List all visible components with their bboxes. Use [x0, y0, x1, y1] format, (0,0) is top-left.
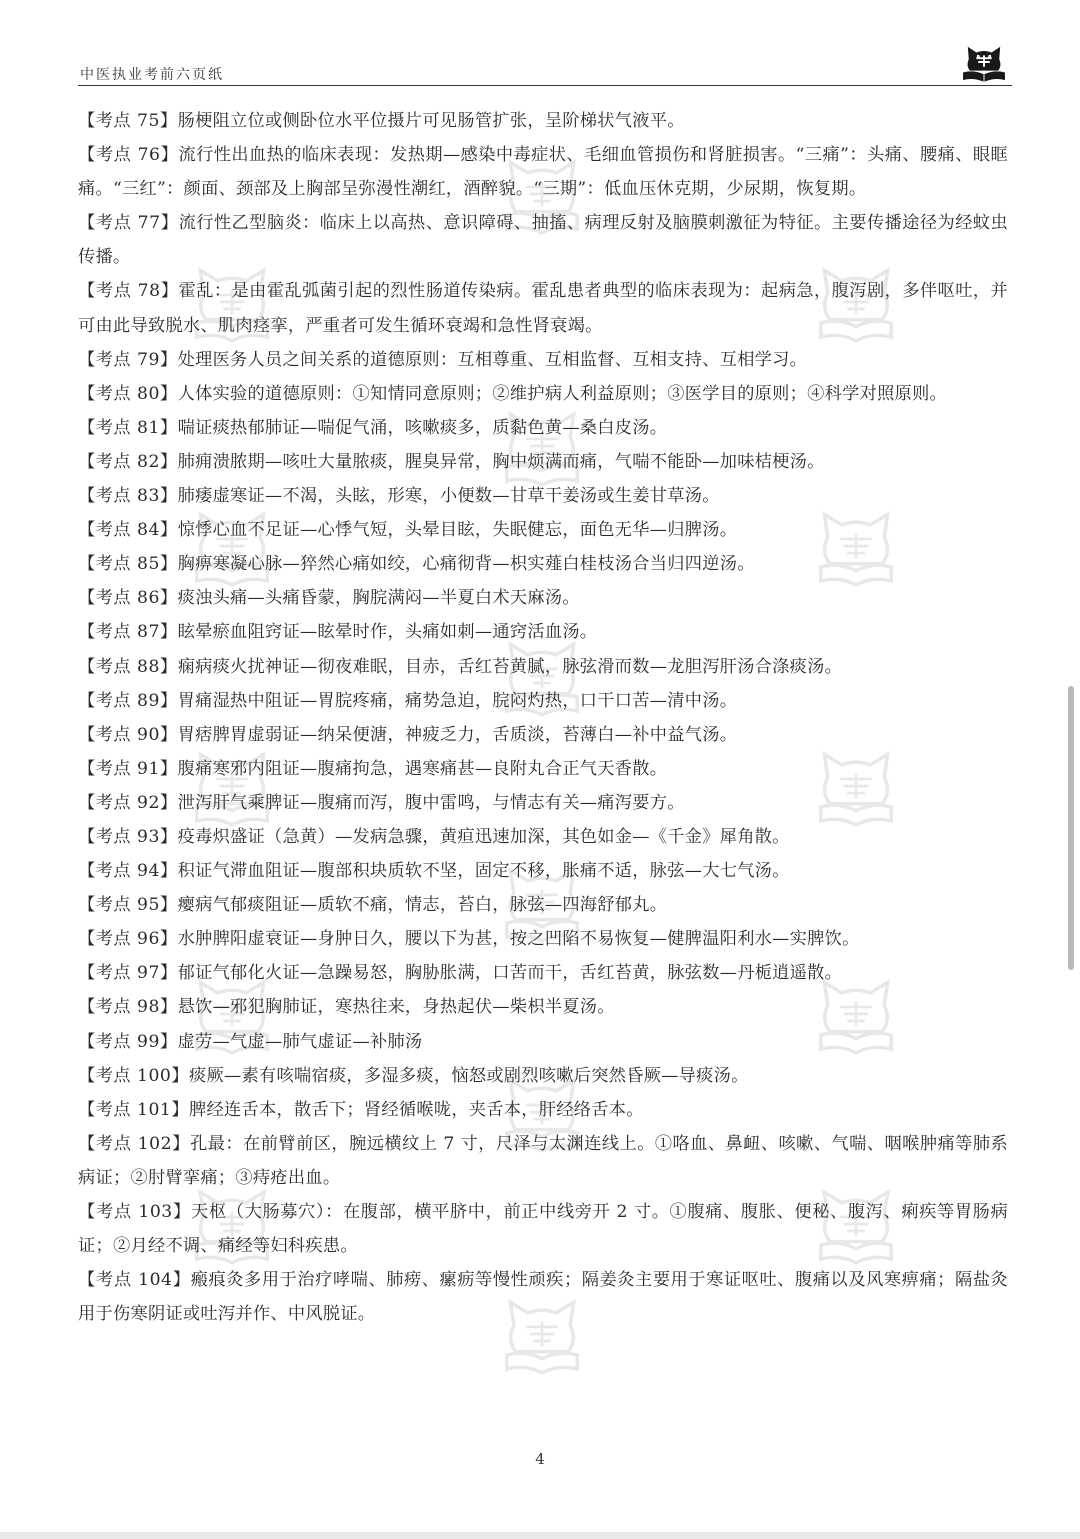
key-point-tag: 【考点 80】 — [78, 383, 178, 404]
key-point-tag: 【考点 96】 — [78, 929, 178, 950]
bottom-strip — [0, 1532, 1080, 1539]
key-point-text: 胃痞脾胃虚弱证—纳呆便溏，神疲乏力，舌质淡，苔薄白—补中益气汤。 — [177, 724, 738, 745]
header-divider — [78, 85, 1012, 86]
key-point-text: 孔最：在前臂前区，腕远横纹上 7 寸，尺泽与太渊连线上。①咯血、鼻衄、咳嗽、气喘、咽喉肿痛等肺系病证；②肘臂挛痛；③痔疮出血。 — [78, 1133, 1008, 1188]
key-point-text: 虚劳—气虚—肺气虚证—补肺汤 — [177, 1031, 423, 1052]
key-point-tag: 【考点 82】 — [78, 451, 178, 472]
key-point-text: 胸痹寒凝心脉—猝然心痛如绞，心痛彻背—枳实薤白桂枝汤合当归四逆汤。 — [177, 554, 755, 575]
key-point-text: 积证气滞血阻证—腹部积块质软不坚，固定不移，胀痛不适，脉弦—大七气汤。 — [177, 861, 790, 882]
key-point-item — [78, 206, 1008, 274]
page-header — [78, 52, 1012, 88]
key-point-tag: 【考点 95】 — [78, 895, 178, 916]
page-number: 4 — [535, 1450, 545, 1468]
key-point-tag: 【考点 94】 — [78, 861, 178, 882]
key-point-text: 泄泻肝气乘脾证—腹痛而泻，腹中雷鸣，与情志有关—痛泻要方。 — [177, 792, 685, 813]
key-point-item — [78, 1059, 1008, 1093]
key-point-text: 痫病痰火扰神证—彻夜难眠，目赤，舌红苔黄腻，脉弦滑而数—龙胆泻肝汤合涤痰汤。 — [177, 656, 843, 677]
key-point-tag: 【考点 83】 — [78, 486, 178, 507]
key-point-tag: 【考点 85】 — [78, 554, 178, 575]
key-point-item — [78, 956, 1008, 990]
key-point-item — [78, 718, 1008, 752]
key-point-tag: 【考点 104】 — [78, 1270, 191, 1291]
key-point-tag: 【考点 75】 — [78, 111, 178, 131]
key-point-text: 流行性出血热的临床表现：发热期—感染中毒症状、毛细血管损伤和肾脏损害。“三痛”：头痛、腰痛、眼眶痛。“三红”：颜面、颈部及上胸部呈弥漫性潮红，酒醉貌。“三期”：低血压休克期，少尿期，恢复期。 — [78, 145, 1008, 200]
key-point-text: 脾经连舌本，散舌下；肾经循喉咙，夹舌本，肝经络舌本。 — [189, 1099, 644, 1120]
key-point-text: 眩晕瘀血阻窍证—眩晕时作，头痛如刺—通窍活血汤。 — [177, 622, 598, 643]
key-point-tag: 【考点 101】 — [78, 1099, 190, 1120]
key-point-item — [78, 581, 1008, 615]
key-point-tag: 【考点 99】 — [78, 1031, 178, 1052]
key-point-text: 天枢（大肠募穴）：在腹部，横平脐中，前正中线旁开 2 寸。①腹痛、腹胀、便秘、腹泻、痢疾等胃肠病证；②月经不调、痛经等妇科疾患。 — [78, 1202, 1008, 1257]
key-point-item — [78, 684, 1008, 718]
key-point-text: 流行性乙型脑炎：临床上以高热、意识障碍、抽搐、病理反射及脑膜刺激征为特征。主要传播途径为经蚊虫传播。 — [78, 213, 1008, 268]
key-point-tag: 【考点 86】 — [78, 588, 178, 609]
key-point-item — [78, 547, 1008, 581]
key-point-text: 肺痈溃脓期—咳吐大量脓痰，腥臭异常，胸中烦满而痛，气喘不能卧—加味桔梗汤。 — [177, 451, 825, 472]
key-point-tag: 【考点 98】 — [78, 997, 178, 1018]
key-point-text: 瘢痕灸多用于治疗哮喘、肺痨、瘰疬等慢性顽疾；隔姜灸主要用于寒证呕吐、腹痛以及风寒痹痛；隔盐灸用于伤寒阴证或吐泻并作、中风脱证。 — [78, 1270, 1008, 1325]
key-point-text: 郁证气郁化火证—急躁易怒，胸胁胀满，口苦而干，舌红苔黄，脉弦数—丹栀逍遥散。 — [177, 963, 843, 984]
key-point-item — [78, 615, 1008, 649]
key-point-item — [78, 1127, 1008, 1195]
key-point-tag: 【考点 78】 — [78, 281, 179, 302]
key-point-text: 胃痛湿热中阻证—胃脘疼痛，痛势急迫，脘闷灼热，口干口苦—清中汤。 — [177, 690, 738, 711]
key-point-item — [78, 343, 1008, 377]
key-point-item — [78, 888, 1008, 922]
key-point-text: 疫毒炽盛证（急黄）—发病急骤，黄疸迅速加深，其色如金—《千金》犀角散。 — [177, 826, 790, 847]
key-point-text: 瘿病气郁痰阻证—质软不痛，情志，苔白，脉弦—四海舒郁丸。 — [177, 895, 668, 916]
key-point-item — [78, 274, 1008, 342]
key-point-item — [78, 820, 1008, 854]
key-point-tag: 【考点 103】 — [78, 1202, 192, 1222]
key-point-tag: 【考点 84】 — [78, 520, 178, 541]
key-point-text: 肺痿虚寒证—不渴，头眩，形寒，小便数—甘草干姜汤或生姜甘草汤。 — [177, 486, 720, 507]
reading-tiger-logo-icon — [960, 42, 1008, 82]
key-point-tag: 【考点 92】 — [78, 792, 178, 813]
key-point-tag: 【考点 77】 — [78, 213, 179, 234]
key-point-item — [78, 411, 1008, 445]
key-point-tag: 【考点 76】 — [78, 145, 179, 166]
key-point-text: 喘证痰热郁肺证—喘促气涌，咳嗽痰多，质黏色黄—桑白皮汤。 — [177, 417, 668, 438]
key-point-item — [78, 479, 1008, 513]
key-point-item — [78, 1263, 1008, 1331]
key-point-item — [78, 854, 1008, 888]
key-point-tag: 【考点 88】 — [78, 656, 178, 677]
key-point-tag: 【考点 90】 — [78, 724, 178, 745]
key-point-text: 惊悸心血不足证—心悸气短，头晕目眩，失眠健忘，面色无华—归脾汤。 — [177, 520, 738, 541]
key-point-text: 处理医务人员之间关系的道德原则：互相尊重、互相监督、互相支持、互相学习。 — [177, 349, 808, 370]
key-point-tag: 【考点 91】 — [78, 758, 178, 779]
key-point-tag: 【考点 100】 — [78, 1065, 190, 1086]
key-point-item — [78, 990, 1008, 1024]
key-point-item — [78, 513, 1008, 547]
key-points-list — [78, 104, 1008, 1331]
key-point-text: 痰浊头痛—头痛昏蒙，胸脘满闷—半夏白术天麻汤。 — [177, 588, 580, 609]
vertical-scrollbar[interactable] — [1068, 686, 1074, 970]
key-point-text: 腹痛寒邪内阻证—腹痛拘急，遇寒痛甚—良附丸合正气天香散。 — [177, 758, 668, 779]
header-title: 中医执业考前六页纸 — [80, 67, 224, 83]
key-point-tag: 【考点 81】 — [78, 417, 178, 438]
key-point-item — [78, 752, 1008, 786]
key-point-item — [78, 786, 1008, 820]
key-point-text: 人体实验的道德原则：①知情同意原则；②维护病人利益原则；③医学目的原则；④科学对照原则。 — [177, 383, 948, 404]
key-point-item — [78, 445, 1008, 479]
key-point-text: 悬饮—邪犯胸肺证，寒热往来，身热起伏—柴枳半夏汤。 — [177, 997, 615, 1018]
key-point-tag: 【考点 97】 — [78, 963, 178, 984]
key-point-text: 痰厥—素有咳喘宿痰，多湿多痰，恼怒或剧烈咳嗽后突然昏厥—导痰汤。 — [189, 1065, 749, 1086]
key-point-item — [78, 1025, 1008, 1059]
key-point-tag: 【考点 79】 — [78, 349, 178, 370]
key-point-item — [78, 650, 1008, 684]
key-point-tag: 【考点 87】 — [78, 622, 178, 643]
key-point-item — [78, 377, 1008, 411]
key-point-item — [78, 104, 1008, 138]
key-point-item — [78, 1093, 1008, 1127]
key-point-text: 水肿脾阳虚衰证—身肿日久，腰以下为甚，按之凹陷不易恢复—健脾温阳利水—实脾饮。 — [177, 929, 860, 950]
key-point-item — [78, 922, 1008, 956]
key-point-text: 霍乱：是由霍乱弧菌引起的烈性肠道传染病。霍乱患者典型的临床表现为：起病急，腹泻剧，多伴呕吐，并可由此导致脱水、肌肉痉挛，严重者可发生循环衰竭和急性肾衰竭。 — [78, 281, 1008, 336]
key-point-tag: 【考点 102】 — [78, 1133, 191, 1154]
key-point-tag: 【考点 89】 — [78, 690, 178, 711]
key-point-text: 肠梗阻立位或侧卧位水平位摄片可见肠管扩张，呈阶梯状气液平。 — [177, 111, 685, 131]
key-point-item — [78, 138, 1008, 206]
key-point-tag: 【考点 93】 — [78, 826, 178, 847]
key-point-item — [78, 1195, 1008, 1263]
